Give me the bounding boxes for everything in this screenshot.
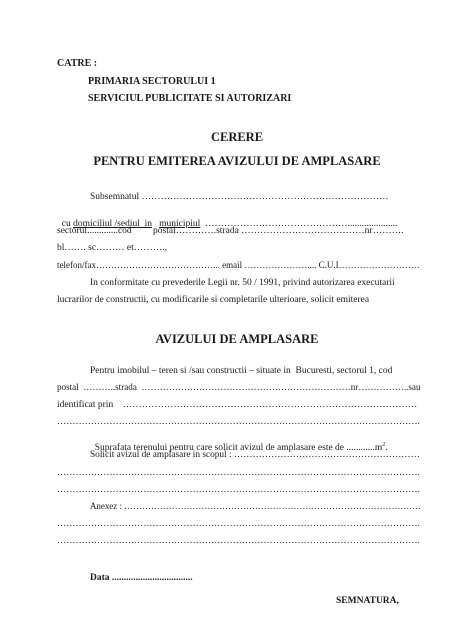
legal-text-line-1: In conformitate cu prevederile Legii nr. 50 / 1991, privind autorizarea executarii	[90, 278, 395, 288]
municipality-label: municipiul	[159, 218, 201, 229]
property-line-2: postal ………..strada ……………………………………………………………nr……………..sau	[57, 383, 421, 393]
legal-text-line-2: lucrarilor de constructii, cu modificarile si completarile ulterioare, solicit emiterea	[57, 295, 370, 305]
surface-text: Suprafata terenului pentru care solicit avizul de amplasare este de ............m	[94, 442, 383, 453]
purpose-dots-2: ……………………………………………………………………………………………………….	[57, 485, 420, 495]
addressee-line-2: SERVICIUL PUBLICITATE SI AUTORIZARI	[88, 93, 292, 104]
purpose-dots-1: ……………………………………………………………………………………………………….	[57, 468, 420, 478]
surface-end: .	[385, 442, 388, 453]
surface-unit-exponent: 2	[382, 441, 386, 448]
address-prefix: cu	[61, 218, 74, 229]
municipality-dots: ……………………………………….....................	[200, 218, 398, 229]
document-title: CERERE	[210, 130, 264, 144]
property-line-4: ……………………………………………………………………………………………………….	[57, 417, 420, 427]
domicile-label: domiciliul /sediul in	[73, 218, 152, 229]
property-line-1: Pentru imobilul – teren si /sau constructii – situate in Bucuresti, sectorul 1, cod	[90, 366, 393, 376]
annex-line: Anexez : ……………………………………………………………………………………….	[90, 502, 421, 512]
applicant-name-line: Subsemnatul ……………………………………………………………………	[90, 192, 389, 202]
signature-label: SEMNATURA,	[336, 596, 399, 606]
purpose-line: Solicit avizul de amplasare in scopul : ……………………………………………………	[90, 450, 420, 460]
applicant-building-line: bl……. sc……… et……….,	[57, 243, 168, 253]
date-field: Data ..................................	[90, 573, 193, 583]
section-title: AVIZULUI DE AMPLASARE	[155, 332, 319, 346]
document-subtitle: PENTRU EMITEREA AVIZULUI DE AMPLASARE	[93, 154, 381, 168]
addressee-label: CATRE :	[57, 58, 98, 69]
annex-dots-2: ……………………………………………………………………………………………………….	[57, 536, 420, 546]
property-line-3: identificat prin …………………………………………………………………………………	[57, 400, 418, 410]
addressee-line-1: PRIMARIA SECTORULUI 1	[88, 76, 216, 87]
applicant-sector-line: sectorul.............cod postal………….strada …………………………………nr……….	[57, 226, 404, 236]
annex-dots-1: ……………………………………………………………………………………………………….	[57, 519, 420, 529]
applicant-contact-line: telefon/fax…………………………………... email ………………….... C.U.I………………………	[57, 261, 420, 271]
